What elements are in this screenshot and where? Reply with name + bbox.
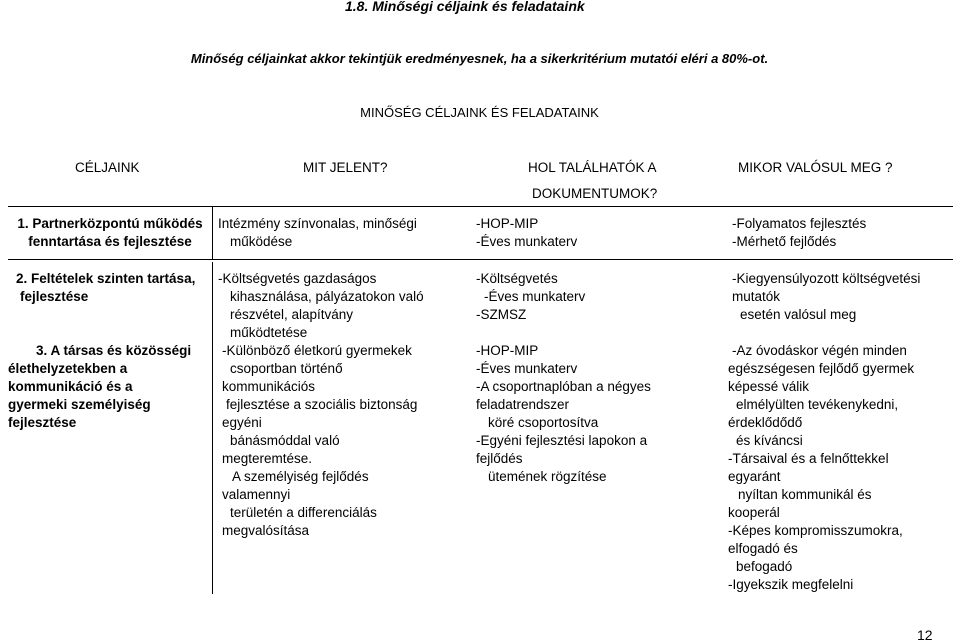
when-line: érdeklődődő [728, 415, 803, 430]
where-line: -Éves munkaterv [476, 361, 578, 376]
row-divider [8, 259, 953, 260]
when-line: -Társaival és a felnőttekkel [728, 451, 889, 466]
where-line: -Egyéni fejlesztési lapokon a [476, 433, 648, 448]
meaning-cell [218, 270, 424, 342]
column-divider [212, 206, 213, 259]
meaning-line: valamennyi [222, 487, 291, 502]
header-divider [8, 206, 953, 207]
where-cell [476, 270, 585, 324]
column-divider [212, 262, 213, 594]
where-cell [476, 215, 577, 251]
when-cell [728, 342, 914, 594]
when-line: kooperál [728, 505, 780, 520]
when-line: nyíltan kommunikál és [738, 487, 872, 502]
meaning-line: -Különböző életkorú gyermekek [222, 343, 412, 358]
page-number: 12 [917, 627, 933, 643]
meaning-line: megteremtése. [222, 451, 313, 466]
goal-line: gyermeki személyiség [8, 397, 151, 412]
when-line: -Kiegyensúlyozott költségvetési [732, 271, 921, 286]
when-line: mutatók [732, 289, 781, 304]
where-line: ütemének rögzítése [488, 469, 607, 484]
when-cell [732, 215, 866, 251]
when-line: esetén valósul meg [740, 307, 857, 322]
where-line: -SZMSZ [476, 307, 527, 322]
meaning-line: megvalósítása [222, 523, 310, 538]
goal-line: fejlesztése [20, 289, 89, 304]
goal-cell [8, 342, 191, 432]
goal-line: élethelyzetekben a [8, 361, 128, 376]
goal-line: 1. Partnerközpontú működés [17, 216, 203, 231]
meaning-line: területén a differenciálás [230, 505, 377, 520]
when-line: -Folyamatos fejlesztés [732, 216, 867, 231]
goal-line: kommunikáció és a [8, 379, 133, 394]
where-line: fejlődés [476, 451, 523, 466]
col-header-where-1: HOL TALÁLHATÓK A [528, 160, 657, 175]
when-line: egyaránt [728, 469, 781, 484]
meaning-line: kommunikációs [222, 379, 316, 394]
goal-line: 3. A társas és közösségi [36, 343, 192, 358]
when-line: befogadó [736, 559, 793, 574]
where-line: köré csoportosítva [488, 415, 599, 430]
meaning-cell [218, 215, 417, 251]
goal-cell [16, 270, 195, 306]
meaning-line: -Költségvetés gazdaságos [218, 271, 377, 286]
where-line: -HOP-MIP [476, 216, 539, 231]
when-line: -Képes kompromisszumokra, [728, 523, 903, 538]
where-line: -A csoportnaplóban a négyes [476, 379, 651, 394]
where-line: feladatrendszer [476, 397, 570, 412]
meaning-line: fejlesztése a szociális biztonság [226, 397, 418, 412]
when-line: elfogadó és [728, 541, 798, 556]
goal-line: 2. Feltételek szinten tartása, [16, 271, 196, 286]
when-line: és kíváncsi [736, 433, 803, 448]
when-line: egészségesen fejlődő gyermek [728, 361, 915, 376]
meaning-cell [222, 342, 417, 540]
when-cell [732, 270, 920, 324]
where-cell [476, 342, 651, 486]
meaning-line: működése [230, 234, 293, 249]
meaning-line: Intézmény színvonalas, minőségi [218, 216, 417, 231]
when-line: -Mérhető fejlődés [732, 234, 837, 249]
when-line: képessé válik [728, 379, 810, 394]
section-title: 1.8. Minőségi céljaink és feladataink [345, 0, 585, 14]
meaning-line: bánásmóddal való [230, 433, 340, 448]
meaning-line: kihasználása, pályázatokon való [230, 289, 424, 304]
when-line: -Igyekszik megfelelni [728, 577, 854, 592]
when-line: -Az óvodáskor végén minden [732, 343, 907, 358]
where-line: -Éves munkaterv [484, 289, 586, 304]
col-header-when: MIKOR VALÓSUL MEG ? [738, 160, 893, 175]
where-line: -Éves munkaterv [476, 234, 578, 249]
intro-text: Minőség céljainkat akkor tekintjük eredményesnek, ha a sikerkritérium mutatói eléri a 80%-ot. [190, 51, 769, 66]
meaning-line: egyéni [222, 415, 262, 430]
goal-line: fenntartása és fejlesztése [28, 234, 192, 249]
table-heading: MINŐSÉG CÉLJAINK ÉS FELADATAINK [360, 105, 599, 120]
meaning-line: A személyiség fejlődés [232, 469, 369, 484]
col-header-goals: CÉLJAINK [75, 160, 140, 175]
col-header-where-2: DOKUMENTUMOK? [532, 186, 658, 201]
meaning-line: csoportban történő [230, 361, 343, 376]
meaning-line: részvétel, alapítvány [230, 307, 354, 322]
meaning-line: működtetése [230, 325, 308, 340]
where-line: -HOP-MIP [476, 343, 539, 358]
goal-cell [12, 215, 208, 251]
goal-line: fejlesztése [8, 415, 77, 430]
when-line: elmélyülten tevékenykedni, [736, 397, 899, 412]
where-line: -Költségvetés [476, 271, 558, 286]
col-header-meaning: MIT JELENT? [303, 160, 388, 175]
